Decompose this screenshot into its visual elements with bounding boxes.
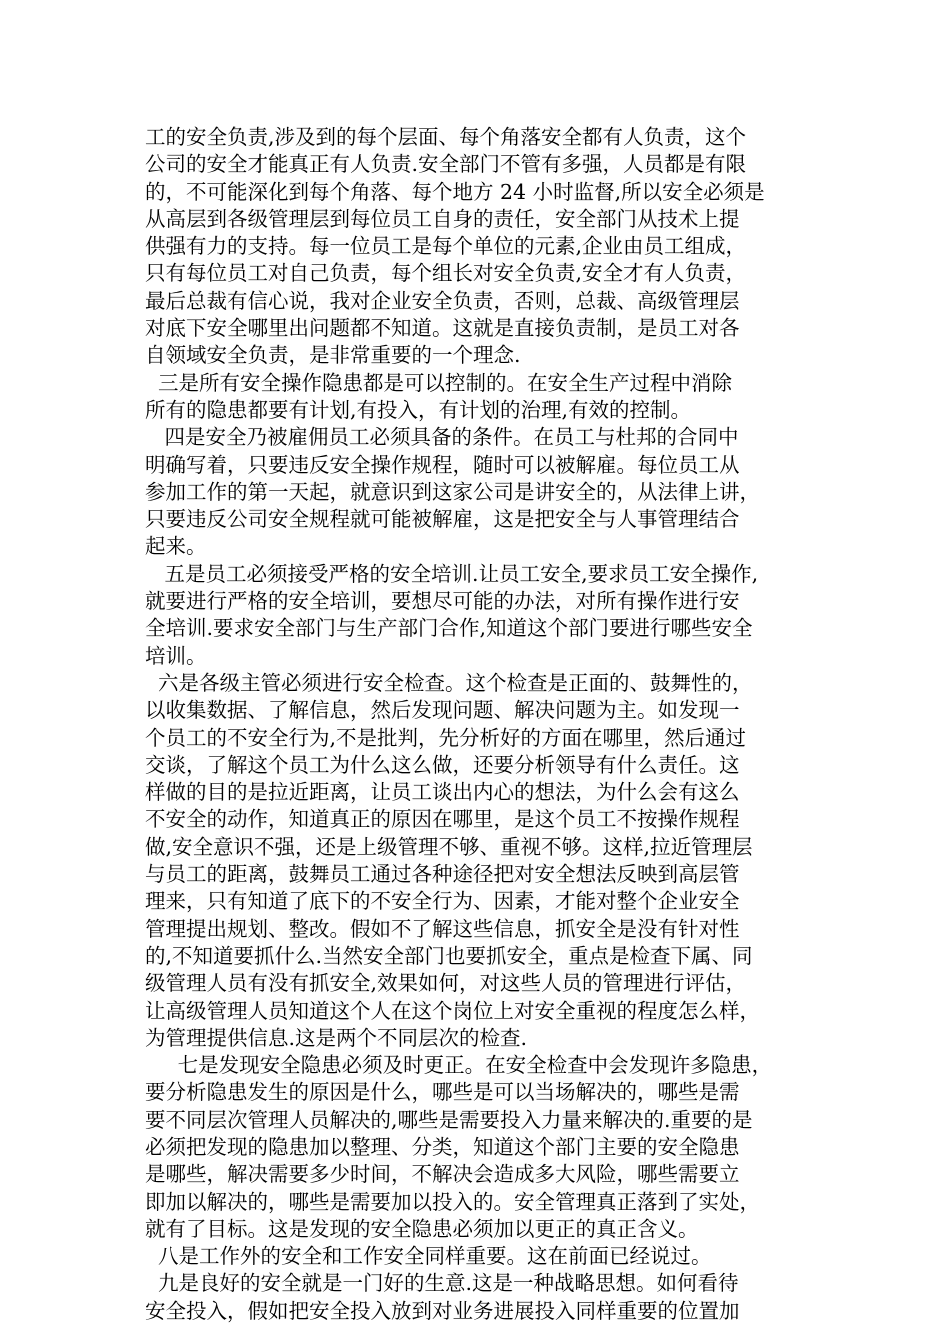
text-line: 所有的隐患都要有计划,有投入，有计划的治理,有效的控制。	[145, 397, 692, 422]
text-line: 样做的目的是拉近距离，让员工谈出内心的想法，为什么会有这么	[145, 780, 740, 805]
text-line: 让高级管理人员知道这个人在这个岗位上对安全重视的程度怎么样，	[145, 998, 760, 1023]
text-line: 明确写着，只要违反安全操作规程，随时可以被解雇。每位员工从	[145, 452, 740, 477]
text-line: 安全投入，假如把安全投入放到对业务进展投入同样重要的位置加	[145, 1298, 740, 1323]
text-line: 个员工的不安全行为,不是批判，先分析好的方面在哪里，然后通过	[145, 725, 747, 750]
text-line: 九是良好的安全就是一门好的生意.这是一种战略思想。如何看待	[145, 1271, 739, 1296]
text-line: 为管理提供信息.这是两个不同层次的检查.	[145, 1025, 528, 1050]
text-line: 管理提出规划、整改。假如不了解这些信息，抓安全是没有针对性	[145, 916, 740, 941]
body-text	[145, 124, 810, 1325]
text-line: 就有了目标。这是发现的安全隐患必须加以更正的真正含义。	[145, 1216, 699, 1241]
text-line: 公司的安全才能真正有人负责.安全部门不管有多强，人员都是有限	[145, 152, 747, 177]
text-line: 六是各级主管必须进行安全检查。这个检查是正面的、鼓舞性的，	[145, 670, 753, 695]
text-line: 全培训.要求安全部门与生产部门合作,知道这个部门要进行哪些安全	[145, 616, 753, 641]
text-line: 即加以解决的，哪些是需要加以投入的。安全管理真正落到了实处，	[145, 1189, 760, 1214]
text-line: 八是工作外的安全和工作安全同样重要。这在前面已经说过。	[145, 1244, 712, 1269]
text-line: 就要进行严格的安全培训，要想尽可能的办法，对所有操作进行安	[145, 589, 740, 614]
text-line: 必须把发现的隐患加以整理、分类，知道这个部门主要的安全隐患	[145, 1134, 740, 1159]
text-line: 要不同层次管理人员解决的,哪些是需要投入力量来解决的.重要的是	[145, 1107, 753, 1132]
text-line: 的，不可能深化到每个角落、每个地方 24 小时监督,所以安全必须是	[145, 179, 765, 204]
text-line: 三是所有安全操作隐患都是可以控制的。在安全生产过程中消除	[145, 370, 733, 395]
text-line: 级管理人员有没有抓安全,效果如何，对这些人员的管理进行评估，	[145, 971, 747, 996]
text-line: 不安全的动作，知道真正的原因在哪里，是这个员工不按操作规程	[145, 807, 740, 832]
text-line: 起来。	[145, 534, 207, 559]
text-line: 培训。	[145, 643, 207, 668]
text-line: 要分析隐患发生的原因是什么，哪些是可以当场解决的，哪些是需	[145, 1080, 740, 1105]
text-line: 做,安全意识不强，还是上级管理不够、重视不够。这样,拉近管理层	[145, 834, 753, 859]
text-line: 理来，只有知道了底下的不安全行为、因素，才能对整个企业安全	[145, 889, 740, 914]
text-line: 最后总裁有信心说，我对企业安全负责，否则，总裁、高级管理层	[145, 288, 740, 313]
text-line: 参加工作的第一天起，就意识到这家公司是讲安全的，从法律上讲，	[145, 479, 760, 504]
text-line: 从高层到各级管理层到每位员工自身的责任，安全部门从技术上提	[145, 206, 740, 231]
text-line: 五是员工必须接受严格的安全培训.让员工安全,要求员工安全操作,	[145, 561, 759, 586]
text-line: 工的安全负责,涉及到的每个层面、每个角落安全都有人负责，这个	[145, 125, 747, 149]
text-line: 只有每位员工对自己负责，每个组长对安全负责,安全才有人负责，	[145, 261, 747, 286]
text-line: 七是发现安全隐患必须及时更正。在安全检查中会发现许多隐患，	[145, 1053, 773, 1078]
text-line: 的,不知道要抓什么.当然安全部门也要抓安全，重点是检查下属、同	[145, 943, 753, 968]
text-line: 自领域安全负责，是非常重要的一个理念.	[145, 343, 521, 368]
text-line: 只要违反公司安全规程就可能被解雇，这是把安全与人事管理结合	[145, 507, 740, 532]
text-line: 对底下安全哪里出问题都不知道。这就是直接负责制，是员工对各	[145, 316, 740, 341]
text-line: 是哪些，解决需要多少时间，不解决会造成多大风险，哪些需要立	[145, 1162, 740, 1187]
text-line: 以收集数据、了解信息，然后发现问题、解决问题为主。如发现一	[145, 698, 740, 723]
text-line: 四是安全乃被雇佣员工必须具备的条件。在员工与杜邦的合同中	[145, 425, 739, 450]
text-line: 交谈，了解这个员工为什么这么做，还要分析领导有什么责任。这	[145, 752, 740, 777]
text-line: 供强有力的支持。每一位员工是每个单位的元素,企业由员工组成，	[145, 234, 747, 259]
text-line: 与员工的距离，鼓舞员工通过各种途径把对安全想法反映到高层管	[145, 862, 740, 887]
